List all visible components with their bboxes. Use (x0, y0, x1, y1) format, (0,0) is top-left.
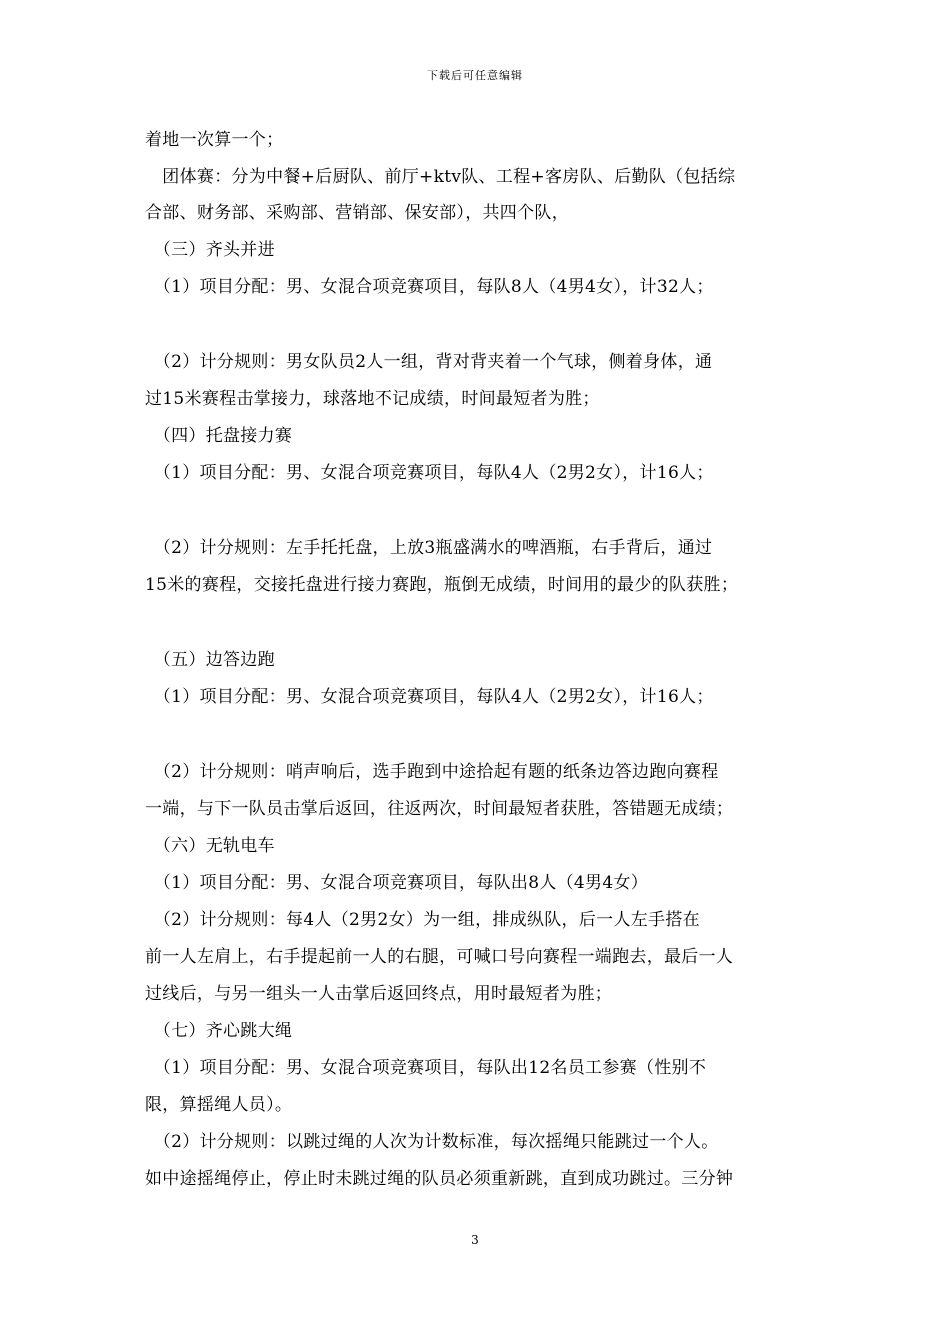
text-line: 着地一次算一个； (145, 130, 284, 150)
page-number: 3 (471, 1233, 479, 1247)
text-line: （1）项目分配：男、女混合项竞赛项目，每队4人（2男2女），计16人； (145, 687, 714, 707)
text-line: （2）计分规则：左手托托盘，上放3瓶盛满水的啤酒瓶，右手背后，通过 (145, 538, 713, 558)
text-line: （2）计分规则：每4人（2男2女）为一组，排成纵队，后一人左手搭在 (145, 910, 700, 930)
text-line: 限，算摇绳人员）。 (145, 1095, 293, 1115)
text-line: （1）项目分配：男、女混合项竞赛项目，每队8人（4男4女），计32人； (145, 277, 714, 297)
text-line: （2）计分规则：哨声响后，选手跑到中途拾起有题的纸条边答边跑向赛程 (145, 762, 719, 782)
text-line: 团体赛：分为中餐+后厨队、前厅+ktv队、工程+客房队、后勤队（包括综 (145, 167, 736, 187)
text-line: 合部、财务部、采购部、营销部、保安部），共四个队， (145, 203, 569, 223)
text-line: （2）计分规则：以跳过绳的人次为计数标准，每次摇绳只能跳过一个人。 (145, 1132, 719, 1152)
text-line: 15米的赛程，交接托盘进行接力赛跑，瓶倒无成绩，时间用的最少的队获胜； (145, 575, 739, 595)
text-line: 过15米赛程击掌接力，球落地不记成绩，时间最短者为胜； (145, 389, 600, 409)
section-heading: （六）无轨电车 (145, 836, 275, 856)
section-heading: （四）托盘接力赛 (145, 426, 293, 446)
section-heading: （五）边答边跑 (145, 650, 275, 670)
text-line: 如中途摇绳停止，停止时未跳过绳的队员必须重新跳，直到成功跳过。三分钟 (145, 1169, 734, 1189)
text-line: （1）项目分配：男、女混合项竞赛项目，每队4人（2男2女），计16人； (145, 463, 714, 483)
text-line: 前一人左肩上，右手提起前一人的右腿，可喊口号向赛程一端跑去，最后一人 (145, 947, 734, 967)
text-line: （1）项目分配：男、女混合项竞赛项目，每队出12名员工参赛（性别不 (145, 1058, 707, 1078)
text-line: （2）计分规则：男女队员2人一组，背对背夹着一个气球，侧着身体，通 (145, 352, 713, 372)
section-heading: （七）齐心跳大绳 (145, 1021, 293, 1041)
text-line: 过线后，与另一组头一人击掌后返回终点，用时最短者为胜； (145, 984, 613, 1004)
text-line: （1）项目分配：男、女混合项竞赛项目，每队出8人（4男4女） (145, 873, 649, 893)
page-header: 下载后可任意编辑 (427, 69, 523, 82)
text-line: 一端，与下一队员击掌后返回，往返两次，时间最短者获胜，答错题无成绩； (145, 799, 734, 819)
section-heading: （三）齐头并进 (145, 240, 275, 260)
